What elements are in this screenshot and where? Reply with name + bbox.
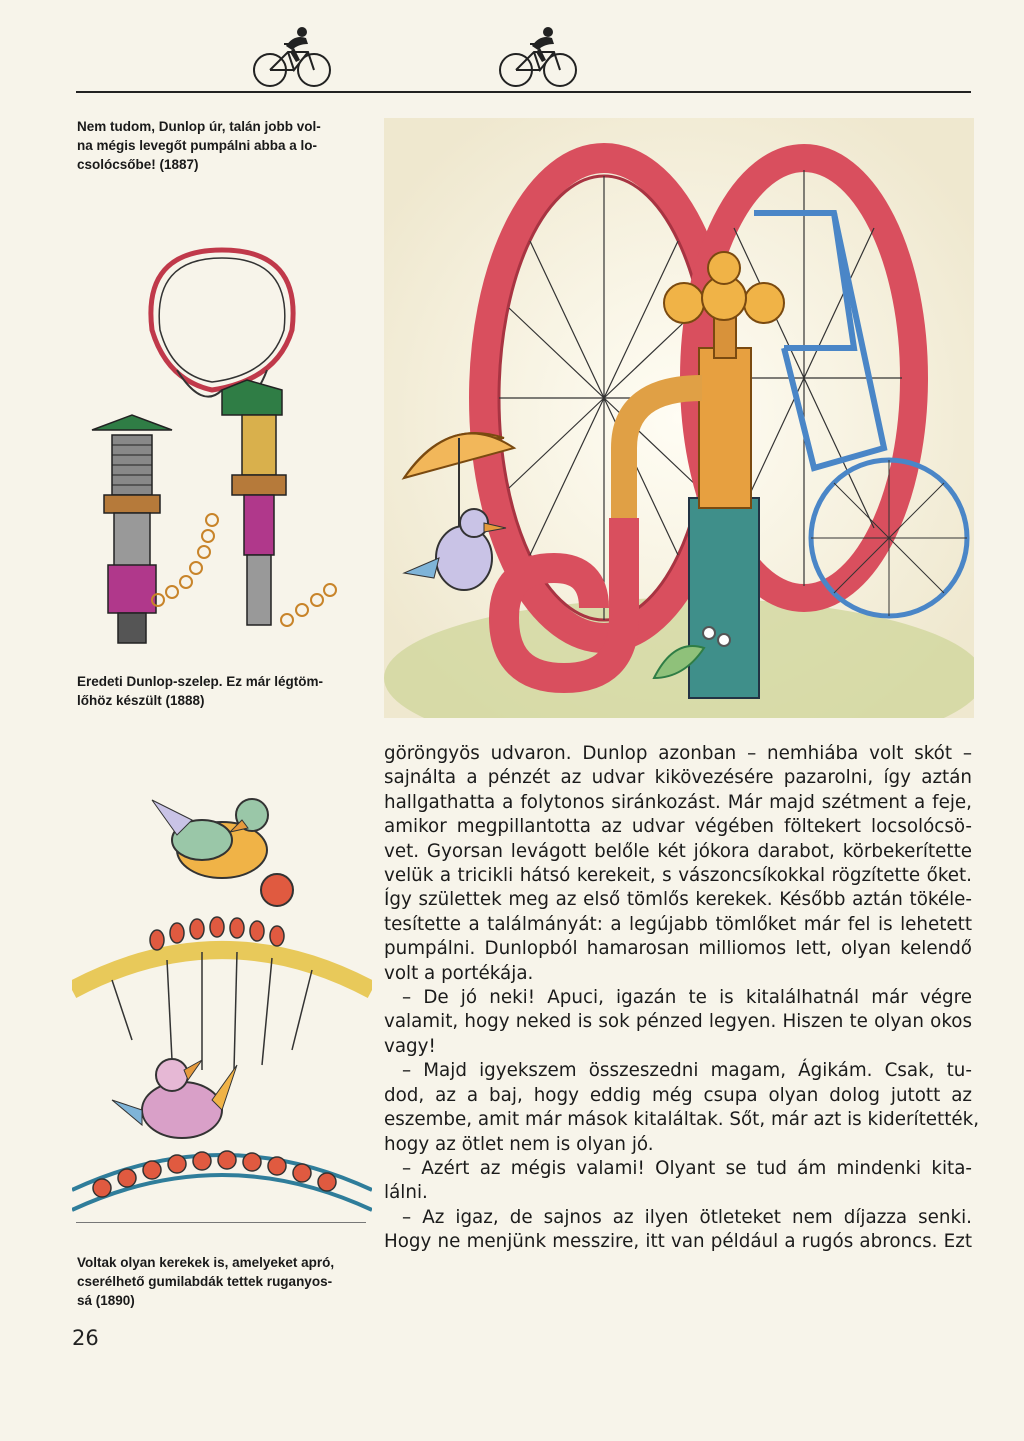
caption-rubber-wheels xyxy=(77,1253,377,1310)
caption-line: Nem tudom, Dunlop úr, talán jobb vol- xyxy=(77,119,321,134)
body-text xyxy=(384,742,980,1255)
body-line: valamit, hogy neked is sok pénzed legyen. Hiszen te olyan okos xyxy=(384,1011,972,1033)
dunlop-valve-illustration xyxy=(72,240,372,660)
body-line: volt a portékája. xyxy=(384,962,534,984)
front-wheel xyxy=(811,460,967,616)
valve-body-right xyxy=(222,380,286,625)
body-line: – Majd igyekszem összeszedni magam, Ágikám. Csak, tu- xyxy=(402,1060,972,1082)
caption-valve xyxy=(77,672,377,710)
body-line: – De jó neki! Apuci, igazán te is kitalálhatnál már végre xyxy=(402,987,972,1009)
caption-line: cserélhető gumilabdák tettek ruganyos- xyxy=(77,1274,333,1289)
body-line: göröngyös udvaron. Dunlop azonban – nemhiába volt skót – xyxy=(384,743,972,764)
body-line: hogy az ötlet nem is olyan jó. xyxy=(384,1133,654,1155)
body-line: vagy! xyxy=(384,1035,436,1057)
body-line: hallgathatta a folytonos siránkozást. Már majd szétment a feje, xyxy=(384,791,972,813)
body-line: lálni. xyxy=(384,1182,428,1204)
caption-dunlop-quote xyxy=(77,117,377,174)
body-line: dod, az a baj, hogy eddig még csupa olyan dolog jutott az xyxy=(384,1084,972,1106)
cyclist-icon xyxy=(250,24,334,90)
hose-tyre-illustration xyxy=(384,118,974,718)
caption-line: Eredeti Dunlop-szelep. Ez már légtöm- xyxy=(77,674,324,689)
inner-tube xyxy=(151,250,293,390)
body-line: Hogy ne menjünk messzire, itt van például a rugós abroncs. Ezt xyxy=(384,1231,972,1253)
body-line: pumpálni. Dunlopból hamarosan milliomos lett, olyan kelendő xyxy=(384,938,972,960)
ball-wheel-rim xyxy=(72,917,372,1070)
body-line: – Az igaz, de sajnos az ilyen ötleteket nem díjazza senki. xyxy=(402,1206,972,1228)
body-line: sajnálta a pénzét az udvar kikövezésére pazarolni, így aztán xyxy=(384,767,972,789)
caption-line: Voltak olyan kerekek is, amelyeket apró, xyxy=(77,1255,335,1270)
caption-rule xyxy=(76,1222,366,1223)
body-line: amikor megpillantotta az udvar végében föltekert locsolócsö- xyxy=(384,816,972,838)
sitting-bird xyxy=(112,1059,237,1138)
caption-line: sá (1890) xyxy=(77,1293,135,1308)
caption-line: lőhöz készült (1888) xyxy=(77,693,205,708)
body-line: tesítette a találmányát: a legújabb tömlőket már fel is lehetett xyxy=(384,913,972,935)
body-line: Így születtek meg az első tömlős kerekek. Később aztán tökéle- xyxy=(384,889,972,911)
caption-line: csolócsőbe! (1887) xyxy=(77,157,199,172)
body-line: eszembe, amit már mások kitaláltak. Sőt, már azt is kiderítették, xyxy=(384,1109,980,1131)
valve-body-left xyxy=(92,415,172,643)
page-number: 26 xyxy=(72,1326,99,1350)
body-line: velük a tricikli hátsó kerekeit, s vászoncsíkokkal rögzítette őket. xyxy=(384,865,972,887)
ball-wheel-rim-lower xyxy=(72,1151,372,1210)
header-rule xyxy=(76,91,971,93)
body-line: – Azért az mégis valami! Olyant se tud ám mindenki kita- xyxy=(402,1157,972,1179)
cyclist-icon xyxy=(496,24,580,90)
caption-line: na mégis levegőt pumpálni abba a lo- xyxy=(77,138,318,153)
body-line: vet. Gyorsan levágott belőle két jókora darabot, körbekerítette xyxy=(384,840,972,862)
rubber-ball-wheel-illustration xyxy=(72,780,372,1220)
flying-bird xyxy=(152,799,293,906)
